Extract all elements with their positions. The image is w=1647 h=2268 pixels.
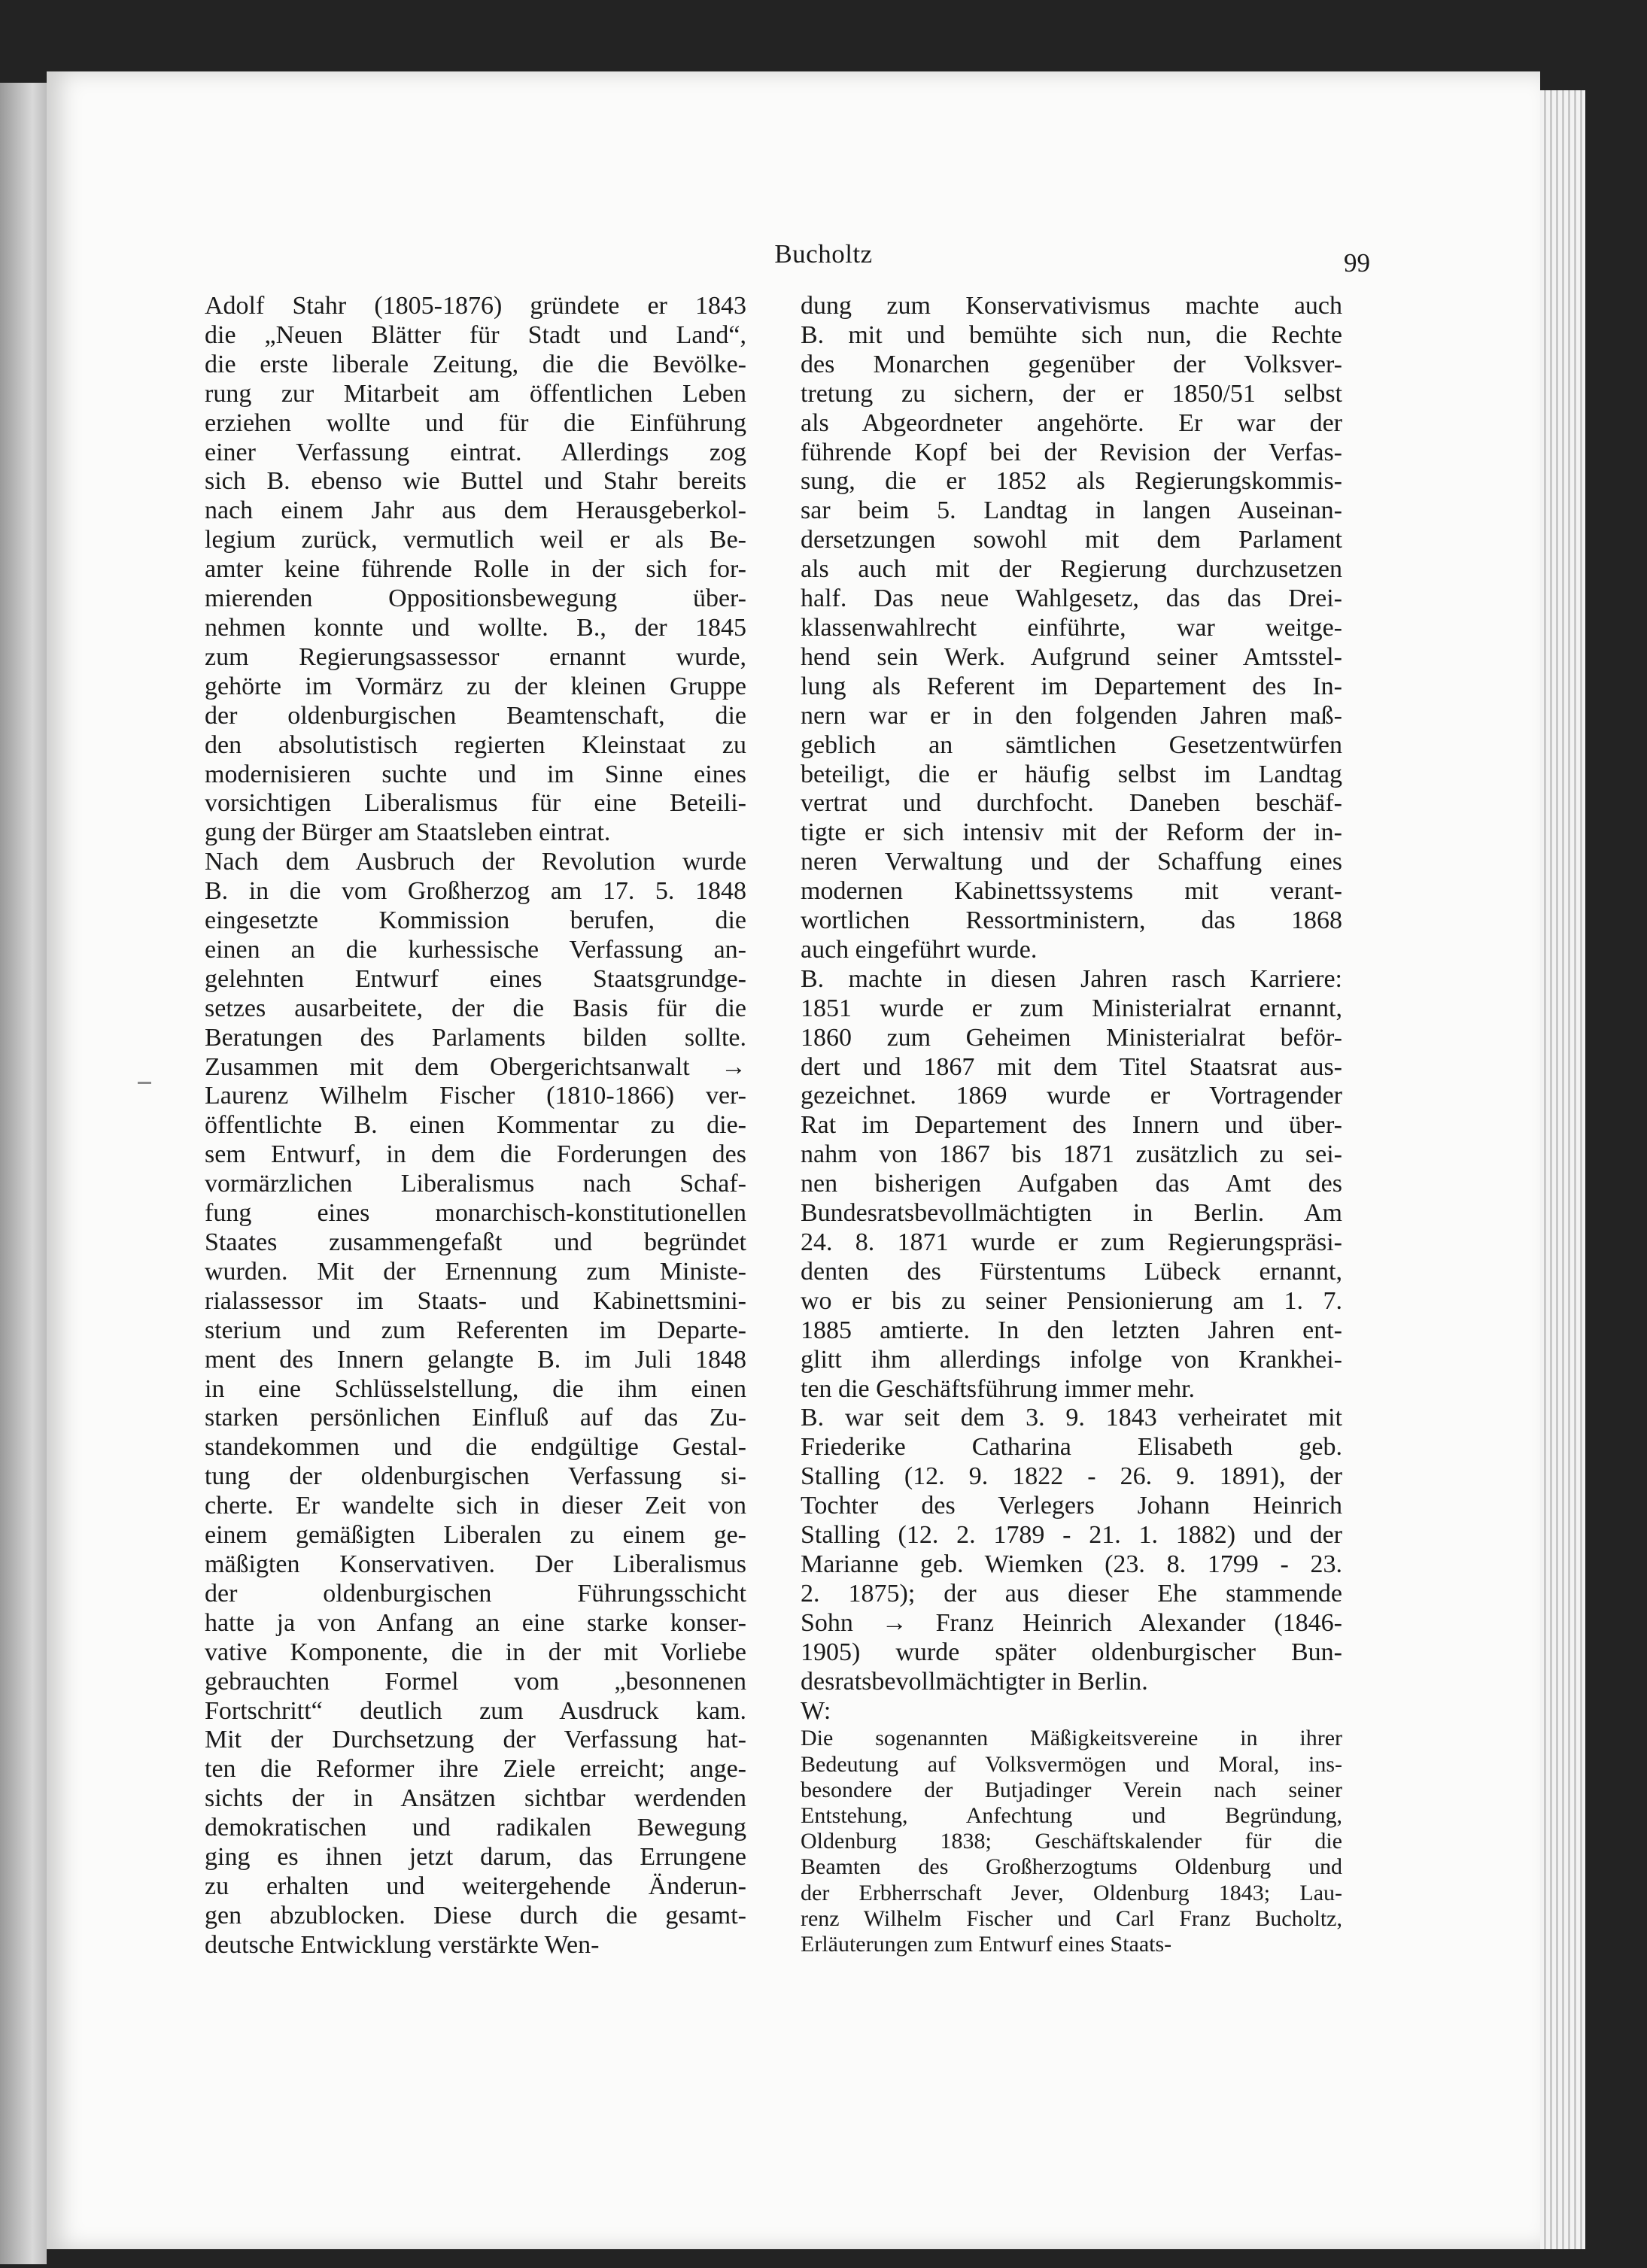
text-line: deutsche Entwicklung verstärkte Wen- (205, 1930, 600, 1959)
text-line: Marianne geb. Wiemken (23. 8. 1799 - 23. (801, 1550, 1342, 1578)
text-line: gehörte im Vormärz zu der kleinen Gruppe (205, 672, 746, 700)
text-line: cherte. Er wandelte sich in dieser Zeit von (205, 1492, 746, 1520)
text-line: der Erbherrschaft Jever, Oldenburg 1843; Lau- (801, 1880, 1342, 1905)
text-line: einen an die kurhessische Verfassung an- (205, 935, 746, 964)
text-line: vorsichtigen Liberalismus für eine Beteili- (205, 789, 746, 818)
text-line: sich B. ebenso wie Buttel und Stahr bereits (205, 467, 746, 496)
text-line: rung zur Mitarbeit am öffentlichen Leben (205, 379, 746, 408)
text-line: wortlichen Ressortministern, das 1868 (801, 906, 1342, 935)
text-line: Rat im Departement des Innern und über- (801, 1111, 1342, 1140)
text-line: mierenden Oppositionsbewegung über- (205, 584, 746, 613)
text-line: B. war seit dem 3. 9. 1843 verheiratet mit (801, 1404, 1342, 1432)
text-line: Beamten des Großherzogtums Oldenburg und (801, 1854, 1342, 1880)
text-line: des Monarchen gegenüber der Volksver- (801, 350, 1342, 378)
works-label: W: (801, 1696, 831, 1725)
text-line: Bedeutung auf Volksvermögen und Moral, ins- (801, 1751, 1342, 1777)
text-line: tretung zu sichern, der er 1850/51 selbst (801, 379, 1342, 408)
text-line: nern war er in den folgenden Jahren maß- (801, 701, 1342, 730)
text-line: desratsbevollmächtigter in Berlin. (801, 1667, 1148, 1696)
text-line: nach einem Jahr aus dem Herausgeberkol- (205, 496, 746, 525)
text-line: ging es ihnen jetzt darum, das Errungene (205, 1843, 746, 1872)
text-line: sem Entwurf, in dem die Forderungen des (205, 1140, 746, 1169)
page-number: 99 (1344, 248, 1370, 278)
text-line: ten die Geschäftsführung immer mehr. (801, 1374, 1196, 1403)
text-line: mäßigten Konservativen. Der Liberalismus (205, 1550, 746, 1578)
text-line: modernen Kabinettssystems mit verant- (801, 877, 1342, 906)
text-line: gung der Bürger am Staatsleben eintrat. (205, 818, 611, 847)
text-line: tigte er sich intensiv mit der Reform der in- (801, 818, 1342, 847)
text-line: vormärzlichen Liberalismus nach Schaf- (205, 1170, 746, 1198)
text-line: hatte ja von Anfang an eine starke konser- (205, 1608, 746, 1637)
text-line: Entstehung, Anfechtung und Begründung, (801, 1803, 1342, 1829)
text-line: hend sein Werk. Aufgrund seiner Amtsstel- (801, 642, 1342, 671)
text-line: nen bisherigen Aufgaben das Amt des (801, 1170, 1342, 1198)
text-line: Friederike Catharina Elisabeth geb. (801, 1433, 1342, 1462)
text-line: vative Komponente, die in der mit Vorliebe (205, 1638, 746, 1666)
text-line: wurden. Mit der Ernennung zum Ministe- (205, 1257, 746, 1286)
text-line: B. machte in diesen Jahren rasch Karriere: (801, 964, 1342, 993)
text-line: setzes ausarbeitete, der die Basis für die (205, 994, 746, 1022)
text-line: 1905) wurde später oldenburgischer Bun- (801, 1638, 1342, 1666)
margin-mark (138, 1082, 151, 1084)
left-page-edge (0, 83, 47, 2264)
text-line: besondere der Butjadinger Verein nach seiner (801, 1777, 1342, 1802)
text-line: zu erhalten und weitergehende Änderun- (205, 1872, 746, 1900)
paragraph (801, 292, 1342, 965)
text-line: sterium und zum Referenten im Departe- (205, 1316, 746, 1344)
text-line: amter keine führende Rolle in der sich for- (205, 555, 746, 584)
text-line: starken persönlichen Einfluß auf das Zu- (205, 1404, 746, 1432)
text-line: zum Regierungsassessor ernannt wurde, (205, 642, 746, 671)
paragraph (205, 292, 746, 848)
text-line: half. Das neue Wahlgesetz, das das Drei- (801, 584, 1342, 613)
text-line: Beratungen des Parlaments bilden sollte. (205, 1023, 746, 1052)
text-line: vertrat und durchfocht. Daneben beschäf- (801, 789, 1342, 818)
text-line: 1860 zum Geheimen Ministerialrat beför- (801, 1023, 1342, 1052)
text-line: 2. 1875); der aus dieser Ehe stammende (801, 1579, 1342, 1608)
text-line: standekommen und die endgültige Gestal- (205, 1433, 746, 1462)
text-line: Die sogenannten Mäßigkeitsvereine in ihrer (801, 1726, 1342, 1751)
works-list (801, 1726, 1342, 1957)
text-line: Adolf Stahr (1805-1876) gründete er 1843 (205, 292, 746, 320)
text-line: Bundesratsbevollmächtigten in Berlin. Am (801, 1199, 1342, 1228)
text-line: legium zurück, vermutlich weil er als Be- (205, 526, 746, 554)
text-line: einem gemäßigten Liberalen zu einem ge- (205, 1521, 746, 1550)
text-line: geblich an sämtlichen Gesetzentwürfen (801, 730, 1342, 759)
text-line: neren Verwaltung und der Schaffung eines (801, 848, 1342, 876)
text-line: B. mit und bemühte sich nun, die Rechte (801, 320, 1342, 349)
text-line: einer Verfassung eintrat. Allerdings zog (205, 438, 746, 466)
text-line: der oldenburgischen Beamtenschaft, die (205, 701, 746, 730)
text-line: als Abgeordneter angehörte. Er war der (801, 408, 1342, 437)
text-line: sung, die er 1852 als Regierungskommis- (801, 467, 1342, 496)
text-line: gezeichnet. 1869 wurde er Vortragender (801, 1082, 1342, 1110)
left-column (205, 292, 746, 1960)
text-line: Stalling (12. 2. 1789 - 21. 1. 1882) und der (801, 1521, 1342, 1550)
text-line: gelehnten Entwurf eines Staatsgrundge- (205, 964, 746, 993)
text-line: der oldenburgischen Führungsschicht (205, 1579, 746, 1608)
text-line: Mit der Durchsetzung der Verfassung hat- (205, 1726, 746, 1754)
text-line: Tochter des Verlegers Johann Heinrich (801, 1492, 1342, 1520)
text-line: dersetzungen sowohl mit dem Parlament (801, 526, 1342, 554)
text-line: Erläuterungen zum Entwurf eines Staats- (801, 1932, 1172, 1957)
text-line: gebrauchten Formel vom „besonnenen (205, 1667, 746, 1696)
text-line: eingesetzte Kommission berufen, die (205, 906, 746, 935)
paragraph (801, 965, 1342, 1404)
page-stack-edge (1540, 90, 1585, 2249)
text-line: dert und 1867 mit dem Titel Staatsrat aus- (801, 1052, 1342, 1081)
text-line: klassenwahlrecht einführte, war weitge- (801, 613, 1342, 642)
text-line: wo er bis zu seiner Pensionierung am 1. 7. (801, 1286, 1342, 1315)
text-line: Zusammen mit dem Obergerichtsanwalt → (205, 1052, 746, 1081)
text-line: Oldenburg 1838; Geschäftskalender für die (801, 1829, 1342, 1854)
text-line: lung als Referent im Departement des In- (801, 672, 1342, 700)
right-column (801, 292, 1342, 1957)
text-line: Nach dem Ausbruch der Revolution wurde (205, 848, 746, 876)
text-line: die erste liberale Zeitung, die die Bevölke- (205, 350, 746, 378)
text-line: fung eines monarchisch-konstitutionellen (205, 1199, 746, 1228)
text-line: dung zum Konservativismus machte auch (801, 292, 1342, 320)
text-line: Sohn → Franz Heinrich Alexander (1846- (801, 1608, 1342, 1637)
text-line: Stalling (12. 9. 1822 - 26. 9. 1891), der (801, 1462, 1342, 1491)
text-line: die „Neuen Blätter für Stadt und Land“, (205, 320, 746, 349)
text-line: beteiligt, die er häufig selbst im Landtag (801, 760, 1342, 788)
text-line: modernisieren suchte und im Sinne eines (205, 760, 746, 788)
text-line: sichts der in Ansätzen sichtbar werdenden (205, 1784, 746, 1813)
text-line: Staates zusammengefaßt und begründet (205, 1228, 746, 1256)
text-line: tung der oldenburgischen Verfassung si- (205, 1462, 746, 1491)
text-line: Fortschritt“ deutlich zum Ausdruck kam. (205, 1696, 746, 1725)
text-line: glitt ihm allerdings infolge von Krankhei- (801, 1345, 1342, 1374)
text-line: öffentlichte B. einen Kommentar zu die- (205, 1111, 746, 1140)
text-line: B. in die vom Großherzog am 17. 5. 1848 (205, 877, 746, 906)
text-line: Laurenz Wilhelm Fischer (1810-1866) ver- (205, 1082, 746, 1110)
text-line: demokratischen und radikalen Bewegung (205, 1814, 746, 1842)
text-line: führende Kopf bei der Revision der Verfas- (801, 438, 1342, 466)
text-line: nehmen konnte und wollte. B., der 1845 (205, 613, 746, 642)
text-line: 1885 amtierte. In den letzten Jahren ent- (801, 1316, 1342, 1344)
text-line: als auch mit der Regierung durchzusetzen (801, 555, 1342, 584)
text-line: 24. 8. 1871 wurde er zum Regierungspräsi- (801, 1228, 1342, 1256)
text-line: renz Wilhelm Fischer und Carl Franz Bucholtz, (801, 1905, 1342, 1931)
running-head: Bucholtz (774, 239, 873, 269)
text-line: nahm von 1867 bis 1871 zusätzlich zu sei- (801, 1140, 1342, 1169)
text-line: den absolutistisch regierten Kleinstaat zu (205, 730, 746, 759)
text-line: denten des Fürstentums Lübeck ernannt, (801, 1257, 1342, 1286)
text-line: 1851 wurde er zum Ministerialrat ernannt, (801, 994, 1342, 1022)
text-line: sar beim 5. Landtag in langen Auseinan- (801, 496, 1342, 525)
text-line: gen abzublocken. Diese durch die gesamt- (205, 1901, 746, 1929)
text-line: ten die Reformer ihre Ziele erreicht; ange- (205, 1755, 746, 1784)
paragraph (801, 1404, 1342, 1696)
text-line: rialassessor im Staats- und Kabinettsmini- (205, 1286, 746, 1315)
text-line: ment des Innern gelangte B. im Juli 1848 (205, 1345, 746, 1374)
text-line: in eine Schlüsselstellung, die ihm einen (205, 1374, 746, 1403)
text-line: auch eingeführt wurde. (801, 935, 1038, 964)
paragraph (205, 848, 746, 1960)
text-line: erziehen wollte und für die Einführung (205, 408, 746, 437)
